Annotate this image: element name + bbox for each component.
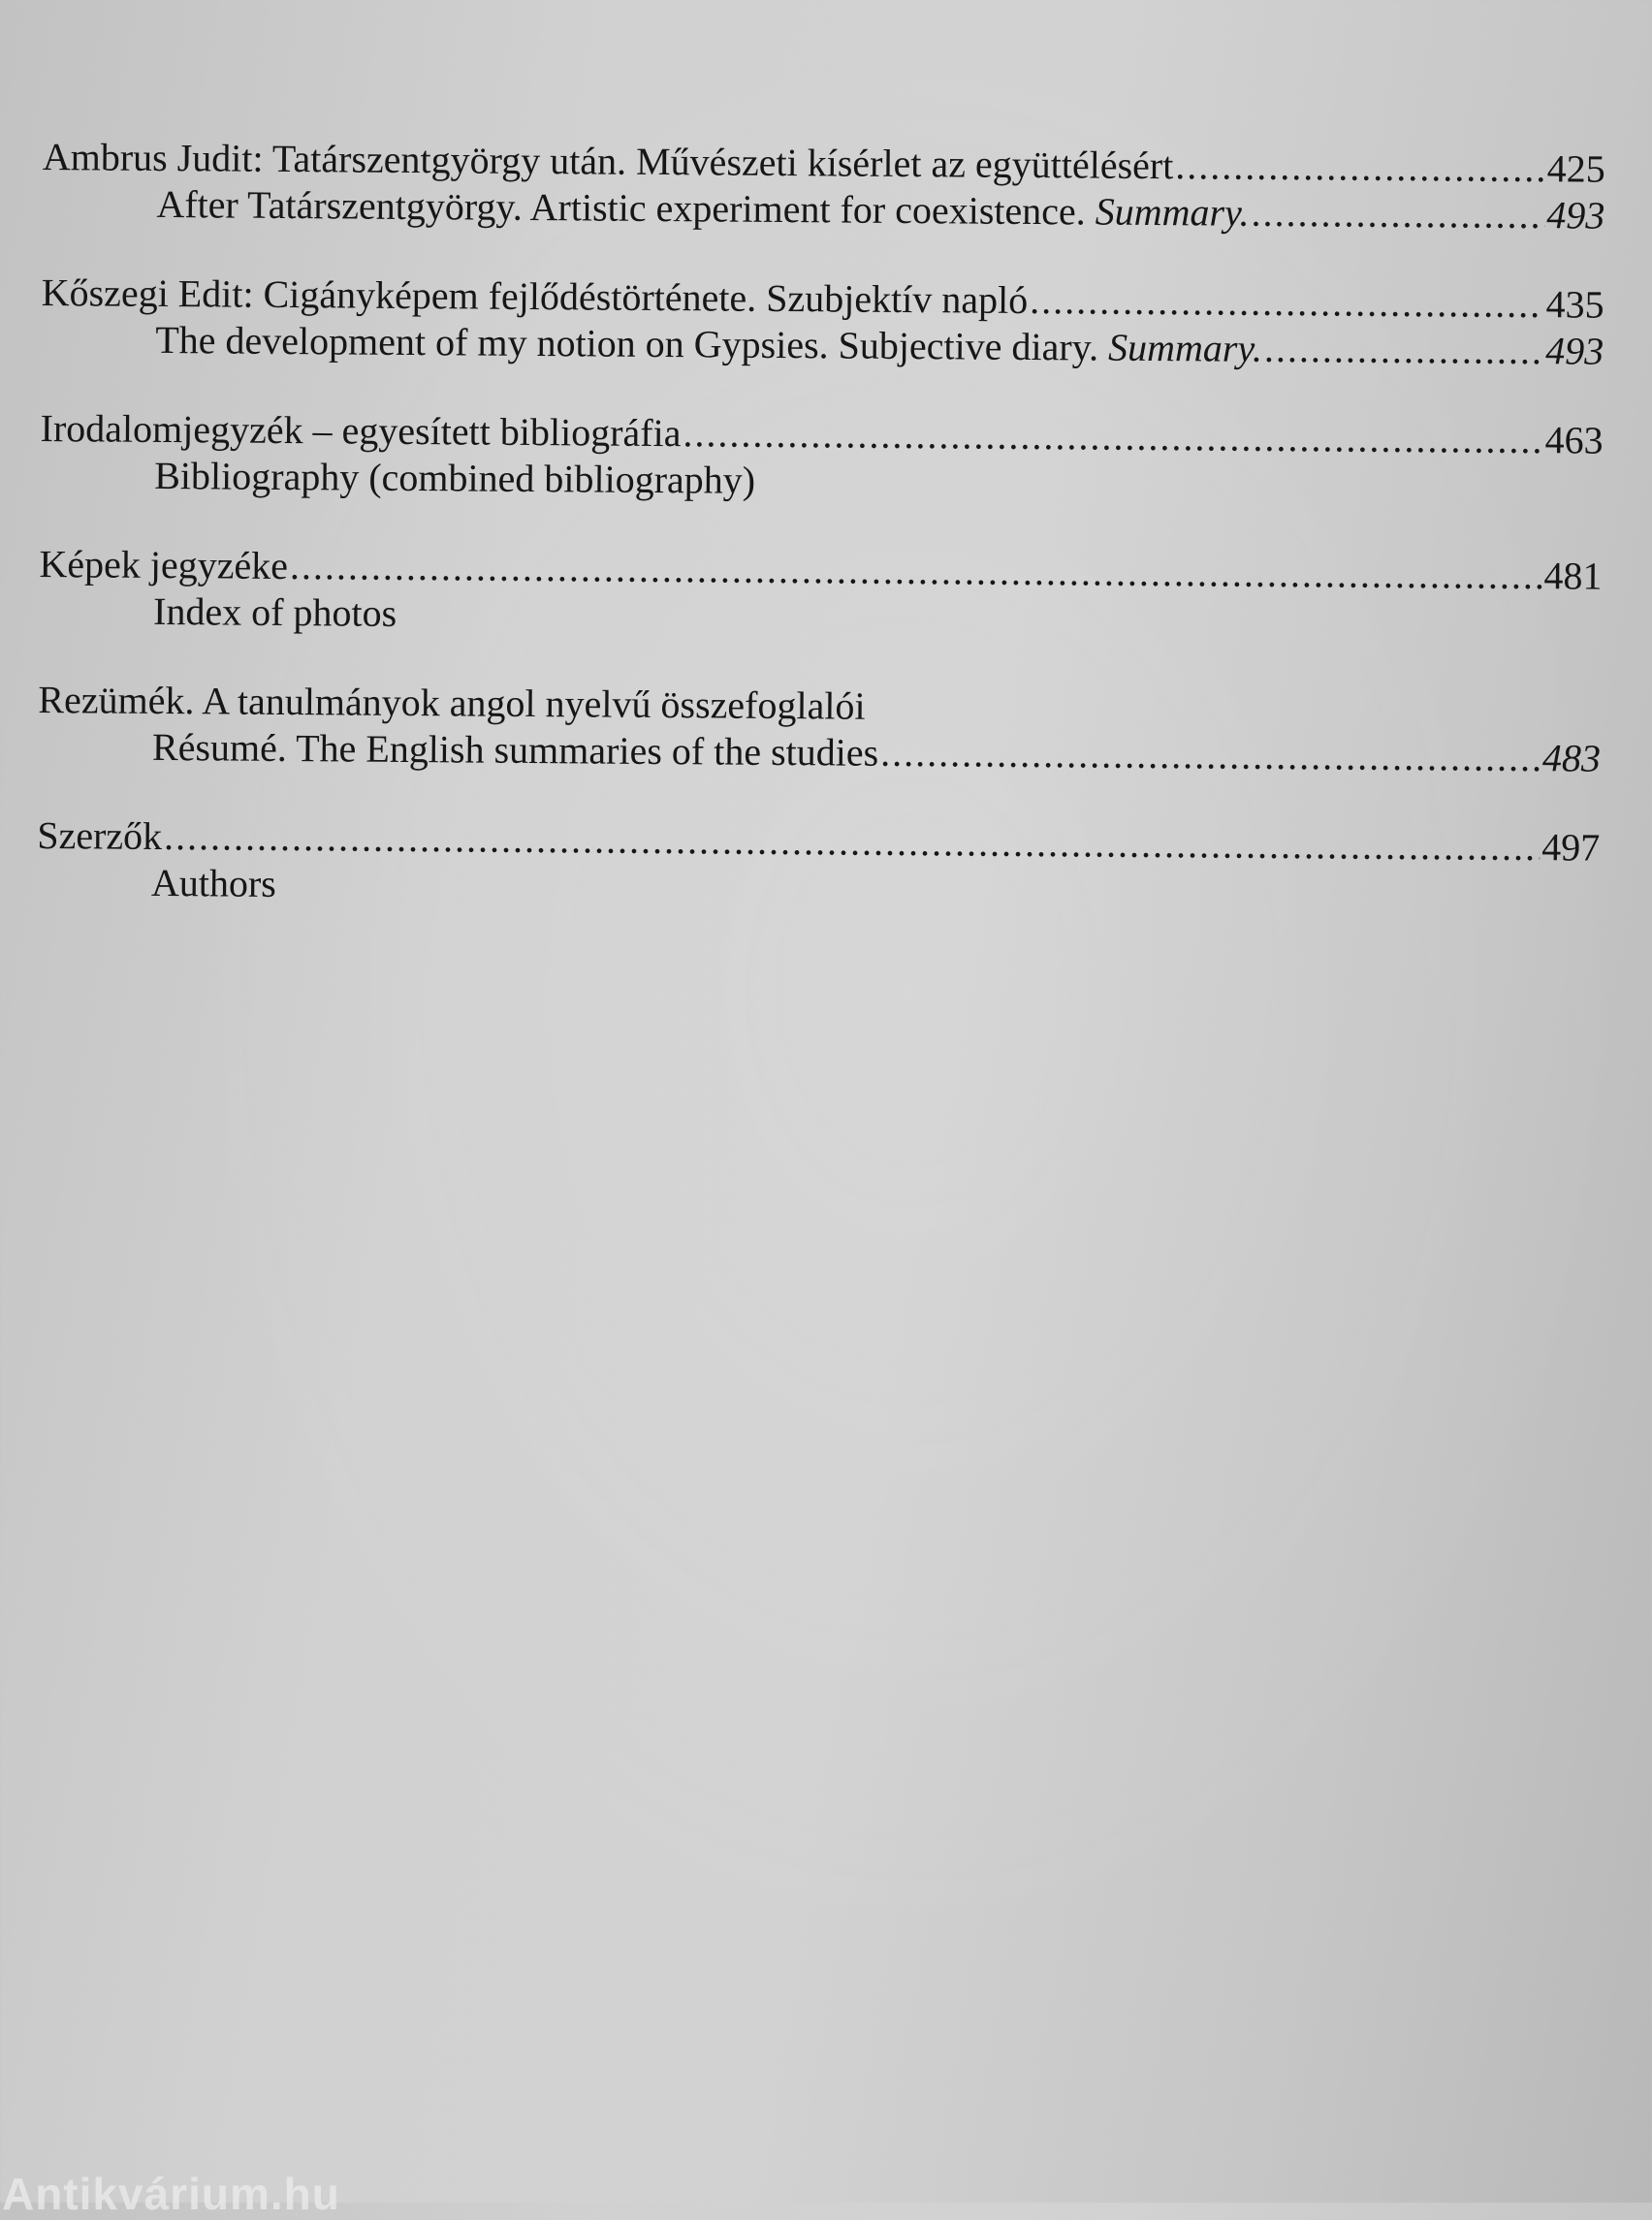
toc-page-number: 497 bbox=[1541, 825, 1601, 870]
toc-entry-subtitle: Résumé. The English summaries of the studies bbox=[151, 724, 879, 775]
toc-entry bbox=[40, 405, 1604, 511]
summary-label: Summary. bbox=[1107, 325, 1263, 370]
dot-leader bbox=[880, 730, 1541, 781]
toc-entry-title: Képek jegyzéke bbox=[39, 541, 289, 588]
toc-page-number: 435 bbox=[1545, 282, 1604, 327]
toc-entry bbox=[42, 134, 1605, 239]
toc-entry-subtitle: The development of my notion on Gypsies. Subjective diary. bbox=[155, 317, 1099, 369]
watermark: Antikvárium.hu bbox=[2, 2169, 340, 2219]
toc-entry-subtitle-wrap bbox=[156, 181, 1250, 237]
summary-label: Summary. bbox=[1095, 189, 1250, 235]
dot-leader bbox=[290, 543, 1542, 599]
toc-entry-subtitle: Authors bbox=[150, 860, 277, 905]
dot-leader bbox=[1030, 277, 1544, 328]
dot-leader bbox=[1251, 190, 1544, 238]
toc-entry bbox=[41, 270, 1604, 375]
toc-sub-page-number: 493 bbox=[1546, 193, 1605, 238]
toc-page-number: 463 bbox=[1544, 418, 1604, 462]
dot-leader bbox=[683, 410, 1542, 463]
toc-sub-page-number: 493 bbox=[1545, 329, 1604, 373]
dot-leader bbox=[1175, 143, 1545, 192]
toc-entry-title: Ambrus Judit: Tatárszentgyörgy után. Művészeti kísérlet az együttélésért bbox=[42, 134, 1174, 188]
table-of-contents bbox=[36, 134, 1605, 961]
toc-page-number: 425 bbox=[1546, 146, 1605, 191]
toc-entry-subtitle: After Tatárszentgyörgy. Artistic experiment for coexistence. bbox=[156, 181, 1086, 234]
toc-entry bbox=[37, 812, 1601, 918]
toc-entry-subtitle-wrap bbox=[155, 317, 1262, 372]
toc-entry bbox=[38, 677, 1602, 782]
toc-entry-title: Szerzők bbox=[37, 812, 163, 858]
dot-leader bbox=[1264, 326, 1544, 374]
toc-page-number: 481 bbox=[1543, 554, 1603, 598]
toc-entry-title: Irodalomjegyzék – egyesített bibliográfia bbox=[40, 405, 682, 456]
toc-entry-title: Rezümék. A tanulmányok angol nyelvű összefoglalói bbox=[38, 677, 866, 728]
toc-entry-subtitle: Bibliography (combined bibliography) bbox=[154, 453, 756, 502]
toc-entry bbox=[39, 541, 1603, 647]
toc-entry-title: Kőszegi Edit: Cigányképem fejlődéstörténete. Szubjektív napló bbox=[41, 270, 1029, 322]
toc-sub-page-number: 483 bbox=[1541, 736, 1602, 780]
toc-entry-subtitle: Index of photos bbox=[152, 588, 397, 635]
